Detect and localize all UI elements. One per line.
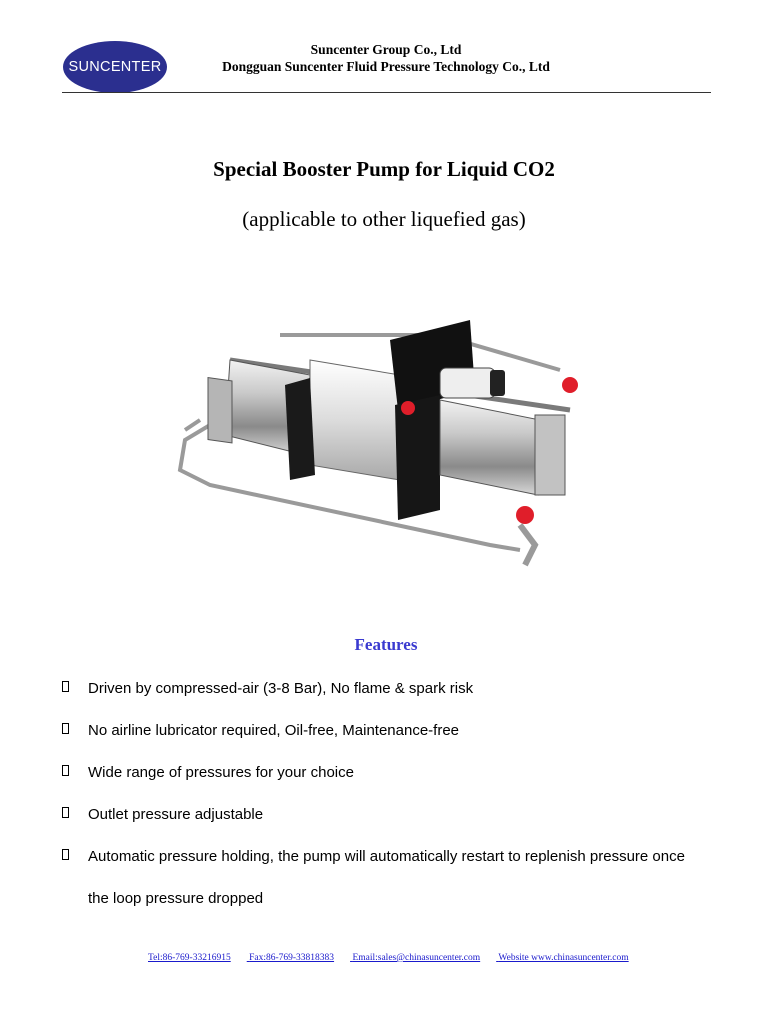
feature-text: No airline lubricator required, Oil-free, Maintenance-free [88,722,460,739]
feature-text: Wide range of pressures for your choice [88,764,354,781]
header-divider [62,92,711,93]
company-name-line1: Suncenter Group Co., Ltd [310,42,462,57]
footer-website-link[interactable]: Website www.chinasuncenter.com [498,953,629,963]
feature-text-continued: the loop pressure dropped [88,890,264,907]
features-heading: Features [354,635,418,654]
bullet-icon [62,681,69,692]
footer-fax: Fax:86-769-33818383 [249,953,335,963]
feature-text: Automatic pressure holding, the pump will automatically restart to replenish pressure once [88,848,685,865]
company-name-line2: Dongguan Suncenter Fluid Pressure Technology Co., Ltd [222,59,550,74]
bullet-icon [62,765,69,776]
bullet-icon [62,849,69,860]
company-logo [63,41,167,93]
bullet-icon [62,723,69,734]
page-subtitle: (applicable to other liquefied gas) [242,207,526,231]
logo-ellipse [63,41,167,93]
logo-text: SUNCENTER [68,59,162,75]
page-title: Special Booster Pump for Liquid CO2 [213,157,555,181]
feature-text: Outlet pressure adjustable [88,806,264,823]
footer-contact [148,953,645,963]
feature-text: Driven by compressed-air (3-8 Bar), No flame & spark risk [88,680,474,697]
footer-email-link[interactable]: Email:sales@chinasuncenter.com [352,953,481,963]
product-image-booster-pump [140,290,630,585]
footer-tel: Tel:86-769-33216915 [148,953,231,963]
bullet-icon [62,807,69,818]
